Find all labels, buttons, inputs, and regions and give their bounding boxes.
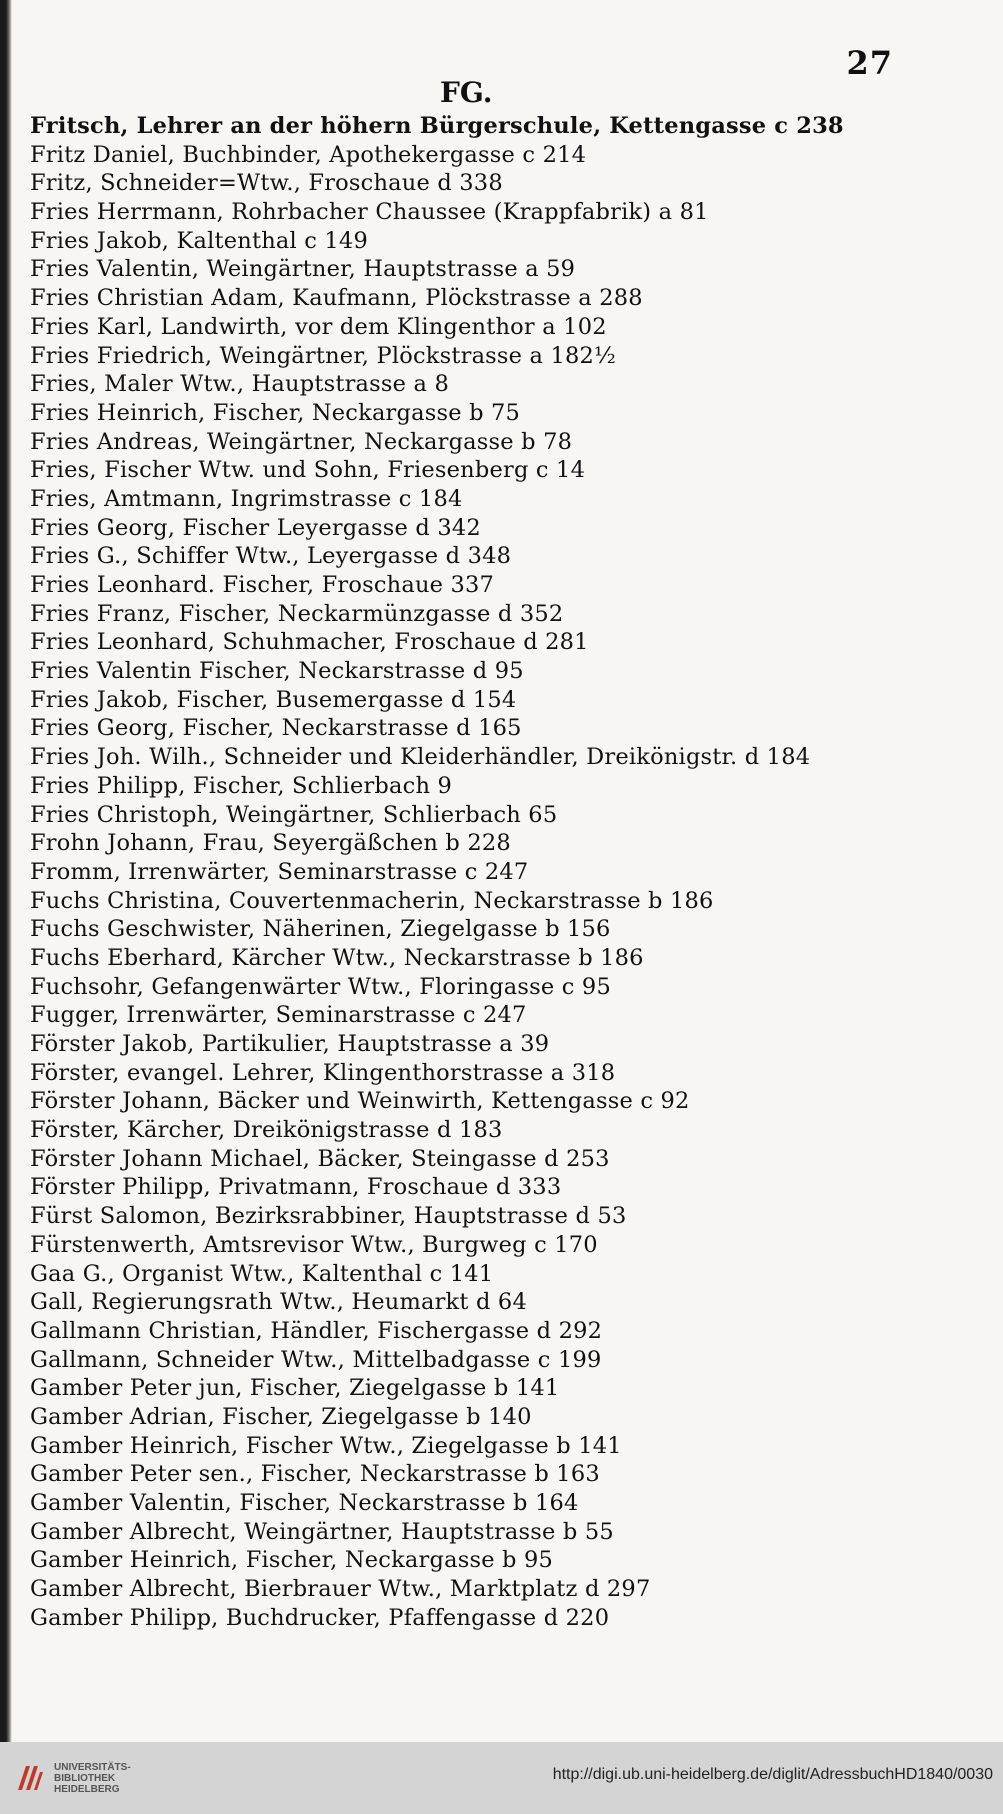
directory-entry: Fries Heinrich, Fischer, Neckargasse b 75 — [30, 399, 521, 426]
directory-entries — [30, 112, 970, 1632]
directory-entry: Fries, Maler Wtw., Hauptstrasse a 8 — [30, 371, 449, 398]
directory-entry: Fromm, Irrenwärter, Seminarstrasse c 247 — [30, 858, 529, 885]
directory-entry: Fries Leonhard. Fischer, Froschaue 337 — [30, 572, 495, 598]
directory-entry: Förster Johann Michael, Bäcker, Steingasse d 253 — [30, 1145, 610, 1172]
directory-entry: Fries Karl, Landwirth, vor dem Klingenthor a 102 — [30, 313, 607, 340]
source-url[interactable]: http://digi.ub.uni-heidelberg.de/diglit/AdressbuchHD1840/0030 — [552, 1766, 993, 1783]
directory-entry: Fritz, Schneider=Wtw., Froschaue d 338 — [30, 170, 503, 197]
directory-entry: Frohn Johann, Frau, Seyergäßchen b 228 — [30, 830, 511, 857]
library-logo-text — [54, 1762, 131, 1795]
directory-entry: Fries G., Schiffer Wtw., Leyergasse d 348 — [30, 543, 512, 570]
directory-entry: Förster Philipp, Privatmann, Froschaue d 333 — [30, 1174, 562, 1201]
directory-entry: Gamber Philipp, Buchdrucker, Pfaffengasse d 220 — [30, 1604, 610, 1631]
logo-line: UNIVERSITÄTS- — [54, 1762, 131, 1773]
directory-entry: Fries Philipp, Fischer, Schlierbach 9 — [30, 772, 453, 799]
directory-entry: Fries Franz, Fischer, Neckarmünzgasse d 352 — [30, 600, 564, 627]
directory-entry: Gamber Peter jun, Fischer, Ziegelgasse b 141 — [30, 1375, 560, 1402]
directory-entry: Fries Valentin Fischer, Neckarstrasse d 95 — [30, 658, 524, 685]
directory-entry: Förster Jakob, Partikulier, Hauptstrasse a 39 — [30, 1031, 550, 1057]
directory-entry: Fries Georg, Fischer, Neckarstrasse d 165 — [30, 715, 522, 742]
directory-entry: Gamber Peter sen., Fischer, Neckarstrasse b 163 — [30, 1461, 600, 1488]
directory-entry: Fries Georg, Fischer Leyergasse d 342 — [30, 514, 481, 541]
directory-entry: Fugger, Irrenwärter, Seminarstrasse c 247 — [30, 1002, 527, 1029]
directory-entry: Fries Valentin, Weingärtner, Hauptstrasse a 59 — [30, 256, 576, 283]
ub-logo-icon — [12, 1760, 48, 1796]
directory-entry: Fries Leonhard, Schuhmacher, Froschaue d 281 — [30, 629, 589, 656]
logo-line: BIBLIOTHEK — [54, 1773, 116, 1784]
directory-entry: Gall, Regierungsrath Wtw., Heumarkt d 64 — [30, 1289, 527, 1316]
directory-entry: Gaa G., Organist Wtw., Kaltenthal c 141 — [30, 1260, 494, 1287]
section-heading: FG. — [440, 76, 493, 109]
directory-entry: Gamber Albrecht, Bierbrauer Wtw., Marktplatz d 297 — [30, 1576, 651, 1603]
directory-entry: Fries Andreas, Weingärtner, Neckargasse b 78 — [30, 428, 573, 455]
directory-entry: Fuchs Geschwister, Näherinen, Ziegelgasse b 156 — [30, 916, 611, 943]
directory-entry: Förster, Kärcher, Dreikönigstrasse d 183 — [30, 1117, 503, 1144]
directory-entry: Gamber Heinrich, Fischer, Neckargasse b 95 — [30, 1547, 554, 1574]
directory-entry: Gamber Heinrich, Fischer Wtw., Ziegelgasse b 141 — [30, 1432, 622, 1459]
directory-entry: Förster, evangel. Lehrer, Klingenthorstrasse a 318 — [30, 1059, 616, 1086]
footer-bar — [0, 1742, 1003, 1814]
directory-entry: Fries, Amtmann, Ingrimstrasse c 184 — [30, 485, 463, 512]
directory-entry: Fries, Fischer Wtw. und Sohn, Friesenberg c 14 — [30, 457, 586, 484]
directory-entry: Fritsch, Lehrer an der höhern Bürgerschule, Kettengasse c 238 — [30, 113, 844, 139]
directory-entry: Fuchs Christina, Couvertenmacherin, Neckarstrasse b 186 — [30, 887, 714, 914]
directory-entry: Fuchs Eberhard, Kärcher Wtw., Neckarstrasse b 186 — [30, 944, 644, 971]
directory-entry: Fritz Daniel, Buchbinder, Apothekergasse c 214 — [30, 141, 587, 168]
directory-entry: Fries Jakob, Fischer, Busemergasse d 154 — [30, 686, 517, 713]
directory-entry: Gamber Valentin, Fischer, Neckarstrasse b 164 — [30, 1490, 579, 1516]
directory-entry: Fries Herrmann, Rohrbacher Chaussee (Krappfabrik) a 81 — [30, 199, 709, 226]
directory-entry: Fürst Salomon, Bezirksrabbiner, Hauptstrasse d 53 — [30, 1203, 627, 1230]
directory-entry: Förster Johann, Bäcker und Weinwirth, Kettengasse c 92 — [30, 1088, 690, 1115]
directory-entry: Fries Christoph, Weingärtner, Schlierbach 65 — [30, 801, 558, 828]
directory-entry: Fries Jakob, Kaltenthal c 149 — [30, 227, 368, 254]
directory-entry: Gallmann Christian, Händler, Fischergasse d 292 — [30, 1317, 603, 1344]
directory-entry: Fuchsohr, Gefangenwärter Wtw., Floringasse c 95 — [30, 973, 611, 1000]
directory-entry: Gallmann, Schneider Wtw., Mittelbadgasse c 199 — [30, 1346, 602, 1373]
logo-line: HEIDELBERG — [54, 1784, 120, 1795]
directory-entry: Gamber Albrecht, Weingärtner, Hauptstrasse b 55 — [30, 1518, 614, 1545]
page-number: 27 — [846, 44, 893, 82]
directory-entry: Fürstenwerth, Amtsrevisor Wtw., Burgweg c 170 — [30, 1231, 598, 1258]
directory-entry: Fries Joh. Wilh., Schneider und Kleiderhändler, Dreikönigstr. d 184 — [30, 744, 811, 771]
directory-entry: Gamber Adrian, Fischer, Ziegelgasse b 140 — [30, 1403, 532, 1430]
directory-entry: Fries Friedrich, Weingärtner, Plöckstrasse a 182½ — [30, 342, 617, 369]
directory-entry: Fries Christian Adam, Kaufmann, Plöckstrasse a 288 — [30, 285, 643, 312]
page-binding-edge — [0, 0, 12, 1742]
